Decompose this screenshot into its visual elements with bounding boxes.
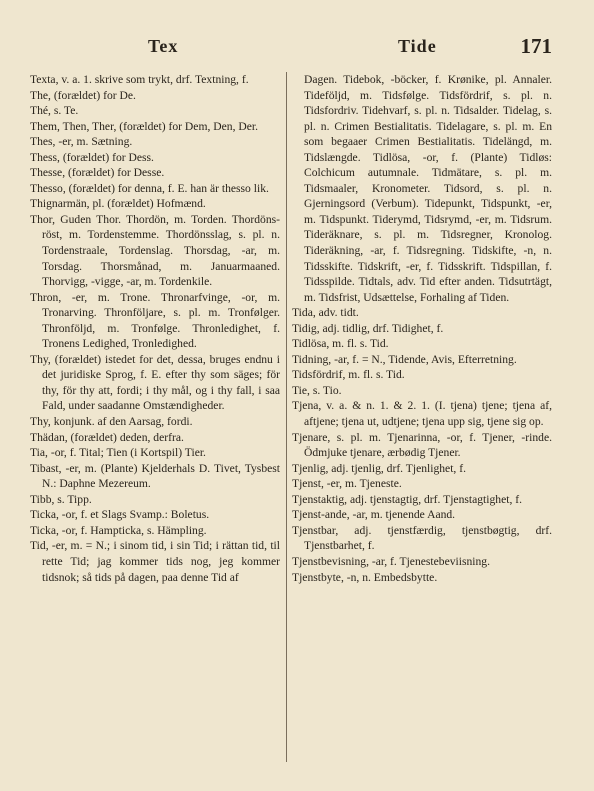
guide-word-right: Tide bbox=[398, 36, 437, 56]
dictionary-entry: Thignarmän, pl. (forældet) Hofmænd. bbox=[30, 197, 206, 211]
dictionary-entry: Tjenstbevisning, -ar, f. Tjenestebeviisning. bbox=[292, 554, 490, 568]
dictionary-entry: Texta, v. a. 1. skrive som trykt, drf. Textning, f. bbox=[30, 73, 249, 86]
dictionary-entry: Tjenst, -er, m. Tjeneste. bbox=[292, 477, 402, 491]
left-column bbox=[30, 72, 280, 585]
dictionary-entry: Thé, s. Te. bbox=[30, 104, 79, 118]
dictionary-entry: Them, Then, Ther, (forældet) for Dem, Den, Der. bbox=[30, 119, 259, 133]
page-number: 171 bbox=[520, 34, 552, 58]
dictionary-entry: Tjenlig, adj. tjenlig, drf. Tjenlighet, f. bbox=[292, 461, 466, 475]
dictionary-entry: Thesse, (forældet) for Desse. bbox=[30, 166, 165, 180]
page-header bbox=[0, 36, 594, 62]
dictionary-entry: Tjenstaktig, adj. tjenstagtig, drf. Tjenstagtighet, f. bbox=[292, 492, 523, 506]
dictionary-entry: Tida, adv. tidt. bbox=[292, 306, 359, 320]
dictionary-entry: Thor, Guden Thor. Thordön, m. Torden. Thordöns-röst, m. Tordenstemme. Thordönsslag, s. pl. n. Tordenstraale, Tordenslag. Thorsdag, -ar, m. Torsdag. Thorsmånad, m. Januarmaaned. Thorvigg, -vigge, -ar, m. Tordenkile. bbox=[30, 212, 280, 289]
dictionary-entry: Thy, (forældet) istedet for det, dessa, bruges endnu i det juridiske Sprog, f. E. efter thy som säges; för thy, för thy att, fordi; i thy mål, og i thy fall, i saa Fald, under saadanne Omstændigheder. bbox=[30, 352, 280, 413]
dictionary-entry: Tibb, s. Tipp. bbox=[30, 492, 92, 506]
dictionary-entry: Thy, konjunk. af den Aarsag, fordi. bbox=[30, 415, 193, 429]
dictionary-entry: Tidlösa, m. fl. s. Tid. bbox=[292, 337, 389, 351]
dictionary-entry: Tid, -er, m. = N.; i sinom tid, i sin Tid; i rättan tid, til rette Tid; jag kommer tids nog, jeg kommer tidsnok; så tids på dagen, paa denne Tid af bbox=[30, 539, 280, 584]
dictionary-entry: Tjenst-ande, -ar, m. tjenende Aand. bbox=[292, 508, 456, 522]
dictionary-entry: Tia, -or, f. Tital; Tien (i Kortspil) Tier. bbox=[30, 446, 206, 460]
dictionary-entry: Tidning, -ar, f. = N., Tidende, Avis, Efterretning. bbox=[292, 352, 517, 366]
dictionary-entry: Thes, -er, m. Sætning. bbox=[30, 135, 133, 149]
dictionary-entry: Ticka, -or, f. Hampticka, s. Hämpling. bbox=[30, 523, 207, 537]
right-column bbox=[292, 72, 552, 585]
dictionary-entry: Thron, -er, m. Trone. Thronarfvinge, -or, m. Tronarving. Thronföljare, s. pl. m. Tronfølger. Thronföljd, m. Tronfølge. Thronledighet, f. Tronens Ledighed, Tronledighed. bbox=[30, 290, 280, 351]
dictionary-entry: Tibast, -er, m. (Plante) Kjelderhals D. Tivet, Tysbest N.: Daphne Mezereum. bbox=[30, 461, 280, 491]
dictionary-entry: The, (forældet) for De. bbox=[30, 88, 136, 102]
dictionary-entry: Tidig, adj. tidlig, drf. Tidighet, f. bbox=[292, 321, 444, 335]
dictionary-entry: Thädan, (forældet) deden, derfra. bbox=[30, 430, 184, 444]
dictionary-entry: Tidsfördrif, m. fl. s. Tid. bbox=[292, 368, 405, 382]
dictionary-entry: Tjenstbyte, -n, n. Embedsbytte. bbox=[292, 570, 438, 584]
dictionary-entry: Tjenare, s. pl. m. Tjenarinna, -or, f. Tjener, -rinde. Ödmjuke tjenare, ærbødig Tjener. bbox=[292, 430, 552, 460]
guide-word-left: Tex bbox=[148, 36, 179, 56]
dictionary-entry: Ticka, -or, f. et Slags Svamp.: Boletus. bbox=[30, 508, 210, 522]
column-divider bbox=[286, 72, 287, 762]
dictionary-entry: Tie, s. Tio. bbox=[292, 383, 342, 397]
dictionary-entry: Thess, (forældet) for Dess. bbox=[30, 150, 154, 164]
dictionary-entry: Dagen. Tidebok, -böcker, f. Krønike, pl. Annaler. Tideföljd, m. Tidsfølge. Tidsfördrif, s. pl. n. Tidsfordriv. Tidehvarf, s. pl. n. Tidsalder. Tidelag, s. pl. n. Crimen Bestialitatis. Tidelagare, s. pl. m. En som begaaer Crimen Bestialitatis. Tidelängd, m. Tidslængde. Tidlösa, -or, f. (Plante) Tidløs: Colchicum autumnale. Tidmätare, s. pl. m. Tidsmaaler, Kronometer. Tidsord, s. pl. n. Gjerningsord (Verbum). Tidepunkt, Tidspunkt, -er, m. Tidspunkt. Tiderymd, Tidsrymd, -er, m. Tidsrum. Tideräknare, s. pl. m. Tidsregner, Kronolog. Tideräkning, -ar, f. Tidsregning. Tidskifte, -n, n. Tidsskifte. Tidskrift, -er, f. Tidsskrift. Tidspillan, f. Tidsspilde. Tidtals, adv. Tid efter anden. Tidsutrtägt, m. Tidsfrist, Udsættelse, Forhaling af Tiden. bbox=[304, 73, 552, 304]
dictionary-entry: Tjenstbar, adj. tjenstfærdig, tjenstbøgtig, drf. Tjenstbarhet, f. bbox=[292, 523, 552, 553]
dictionary-entry: Thesso, (forældet) for denna, f. E. han är thesso lik. bbox=[30, 181, 269, 195]
dictionary-entry: Tjena, v. a. & n. 1. & 2. 1. (I. tjena) tjene; tjena af, aftjene; tjena ut, udtjene; tjena upp sig, tjene sig op. bbox=[292, 399, 552, 429]
